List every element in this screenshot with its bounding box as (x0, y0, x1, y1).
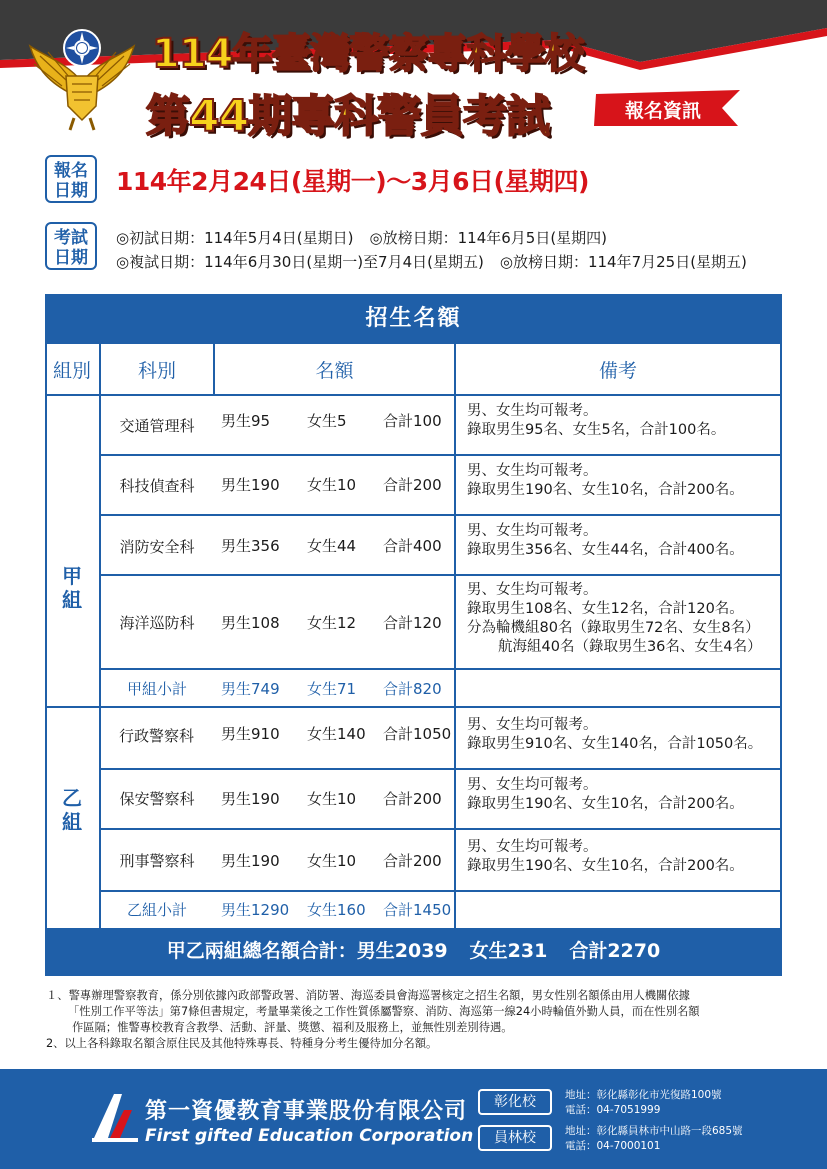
row-7-male: 男生190 (221, 851, 280, 870)
row-3-department: 消防安全科 (119, 537, 195, 556)
row-6-remark-line1: 男、女生均可報考。 (467, 777, 598, 793)
row-1-total: 合計100 (383, 411, 442, 430)
first-release-date: ◎放榜日期：114年6月5日(星期四) (369, 229, 608, 247)
row-2-department: 科技偵查科 (119, 476, 195, 495)
campus-changhua: 彰化校 (478, 1089, 552, 1115)
row-5-total: 合計1050 (383, 724, 452, 743)
row-6-total: 合計200 (383, 789, 442, 808)
row-7-department: 刑事警察科 (119, 851, 195, 870)
row-5-male: 男生910 (221, 724, 280, 743)
enrollment-table (45, 294, 782, 976)
row-4-remark (467, 581, 762, 657)
row-4-remark-line2: 錄取男生108名、女生12名，合計120名。 (467, 601, 744, 617)
company-name-en: First gifted Education Corporation (145, 1126, 474, 1146)
row-1-remark-line2: 錄取男生95名、女生5名，合計100名。 (467, 422, 726, 438)
row-2-female: 女生10 (307, 475, 357, 494)
row-6-male: 男生190 (221, 789, 280, 808)
group-b-label-char1: 乙 (62, 786, 82, 810)
row-6-female: 女生10 (307, 789, 357, 808)
subtotal-b-male: 男生1290 (221, 900, 290, 919)
row-7-total: 合計200 (383, 851, 442, 870)
note-1-line-1: １、警專辦理警察教育，係分別依據內政部警政署、消防署、海巡委員會海巡署核定之招生名額，男女性別名額係由用人機關依據 (46, 989, 690, 1002)
subtotal-b-total: 合計1450 (383, 900, 452, 919)
header-quota: 名額 (315, 359, 354, 382)
table-title: 招生名額 (365, 306, 462, 331)
campus-changhua-phone: 電話：04-7051999 (565, 1104, 661, 1116)
note-1-line-2: 「性別工作平等法」第7條但書規定，考量畢業後之工作性質係屬警察、消防、海巡第一線24小時輪值外勤人員，而在性別名額 (68, 1005, 700, 1018)
row-4-remark-line4: 航海組40名（錄取男生36名、女生4名） (498, 639, 762, 655)
row-2-total: 合計200 (383, 475, 442, 494)
row-1-female: 女生5 (307, 411, 347, 430)
row-5-department (101, 708, 213, 762)
exam-date-label-line2: 日期 (54, 248, 88, 268)
campus-yuanlin-phone: 電話：04-7000101 (565, 1140, 661, 1152)
second-release-date: ◎放榜日期：114年7月25日(星期五) (499, 253, 747, 271)
header-group: 組別 (52, 359, 91, 382)
registration-date-range: 114年2月24日(星期一)～3月6日(星期四) (116, 167, 589, 196)
first-exam-date: ◎初試日期：114年5月4日(星期日) (116, 229, 354, 247)
group-a-label (47, 564, 97, 612)
company-logo-icon (88, 1088, 142, 1148)
subtotal-a-total: 合計820 (383, 679, 442, 698)
row-4-remark-line3: 分為輪機組80名（錄取男生72名、女生8名） (467, 620, 760, 636)
group-a-label-char2: 組 (62, 588, 82, 612)
row-3-remark (467, 522, 744, 560)
row-3-remark-line1: 男、女生均可報考。 (467, 523, 598, 539)
row-2-remark-line2: 錄取男生190名、女生10名，合計200名。 (467, 482, 744, 498)
subtotal-a-female: 女生71 (307, 679, 357, 698)
row-3-total: 合計400 (383, 536, 442, 555)
grand-total-female: 女生231 (469, 940, 548, 962)
row-4-remark-line1: 男、女生均可報考。 (467, 582, 598, 598)
second-exam-date: ◎複試日期：114年6月30日(星期一)至7月4日(星期五) (116, 253, 484, 271)
company-name-zh: 第一資優教育事業股份有限公司 (145, 1099, 468, 1124)
campus-yuanlin-address: 地址：彰化縣員林市中山路一段685號 (565, 1125, 743, 1137)
subtotal-a-label: 甲組小計 (126, 679, 187, 698)
row-7-remark-line2: 錄取男生190名、女生10名，合計200名。 (467, 858, 744, 874)
row-6-department: 保安警察科 (119, 789, 195, 808)
header-remark: 備考 (598, 359, 637, 382)
police-emblem-icon (26, 22, 138, 134)
row-3-male: 男生356 (221, 536, 280, 555)
row-1-remark (467, 402, 725, 440)
row-6-remark-line2: 錄取男生190名、女生10名，合計200名。 (467, 796, 744, 812)
exam-date-label-line1: 考試 (54, 228, 88, 248)
row-6-remark (467, 776, 744, 814)
note-2: 2、以上各科錄取名額含原住民及其他特殊專長、特種身分考生優待加分名額。 (46, 1037, 438, 1050)
note-1-line-3: 作區隔；惟警專校教育含教學、活動、評量、獎懲、福利及服務上，並無性別差別待遇。 (72, 1021, 513, 1034)
row-5-department-text: 行政警察科 (119, 726, 195, 745)
group-b-label (47, 786, 97, 834)
registration-date-label (45, 155, 97, 203)
exam-date-label (45, 222, 97, 270)
campus-yuanlin-info (565, 1124, 743, 1154)
first-exam-line (116, 227, 607, 248)
grand-total-male: 甲乙兩組總名額合計：男生2039 (166, 940, 448, 962)
campus-changhua-info (565, 1088, 722, 1118)
header-department: 科別 (137, 359, 176, 382)
row-1-male: 男生95 (221, 411, 271, 430)
row-4-female: 女生12 (307, 613, 357, 632)
subtotal-a-male: 男生749 (221, 679, 280, 698)
row-1-department: 交通管理科 (119, 416, 195, 435)
row-5-remark (467, 716, 762, 754)
row-3-remark-line2: 錄取男生356名、女生44名，合計400名。 (467, 542, 744, 558)
registration-tag-label: 報名資訊 (624, 100, 701, 122)
row-7-remark (467, 838, 744, 876)
row-2-male: 男生190 (221, 475, 280, 494)
row-3-female: 女生44 (307, 536, 357, 555)
row-4-total: 合計120 (383, 613, 442, 632)
title-line-1: 114年臺灣警察專科學校 (152, 31, 584, 77)
grand-total (45, 928, 782, 976)
row-7-remark-line1: 男、女生均可報考。 (467, 839, 598, 855)
campus-yuanlin: 員林校 (478, 1125, 552, 1151)
row-2-remark-line1: 男、女生均可報考。 (467, 463, 598, 479)
row-2-remark (467, 462, 744, 500)
row-4-department: 海洋巡防科 (119, 613, 195, 632)
campus-changhua-address: 地址：彰化縣彰化市光復路100號 (565, 1089, 722, 1101)
subtotal-b-female: 女生160 (307, 900, 366, 919)
row-5-remark-line1: 男、女生均可報考。 (467, 717, 598, 733)
row-4-male: 男生108 (221, 613, 280, 632)
grand-total-sum: 合計2270 (569, 940, 661, 962)
row-1-remark-line1: 男、女生均可報考。 (467, 403, 598, 419)
second-exam-line (116, 251, 747, 272)
registration-date-label-line1: 報名 (54, 161, 88, 181)
table-body (45, 344, 782, 928)
row-5-remark-line2: 錄取男生910名、女生140名，合計1050名。 (467, 736, 763, 752)
registration-date-label-line2: 日期 (54, 181, 88, 201)
group-b-label-char2: 組 (62, 810, 82, 834)
group-a-label-char1: 甲 (62, 564, 82, 588)
notes (46, 988, 786, 1052)
subtotal-b-label: 乙組小計 (126, 900, 187, 919)
title-line-2: 第44期專科警員考試 (146, 91, 550, 142)
row-7-female: 女生10 (307, 851, 357, 870)
row-5-female: 女生140 (307, 724, 366, 743)
